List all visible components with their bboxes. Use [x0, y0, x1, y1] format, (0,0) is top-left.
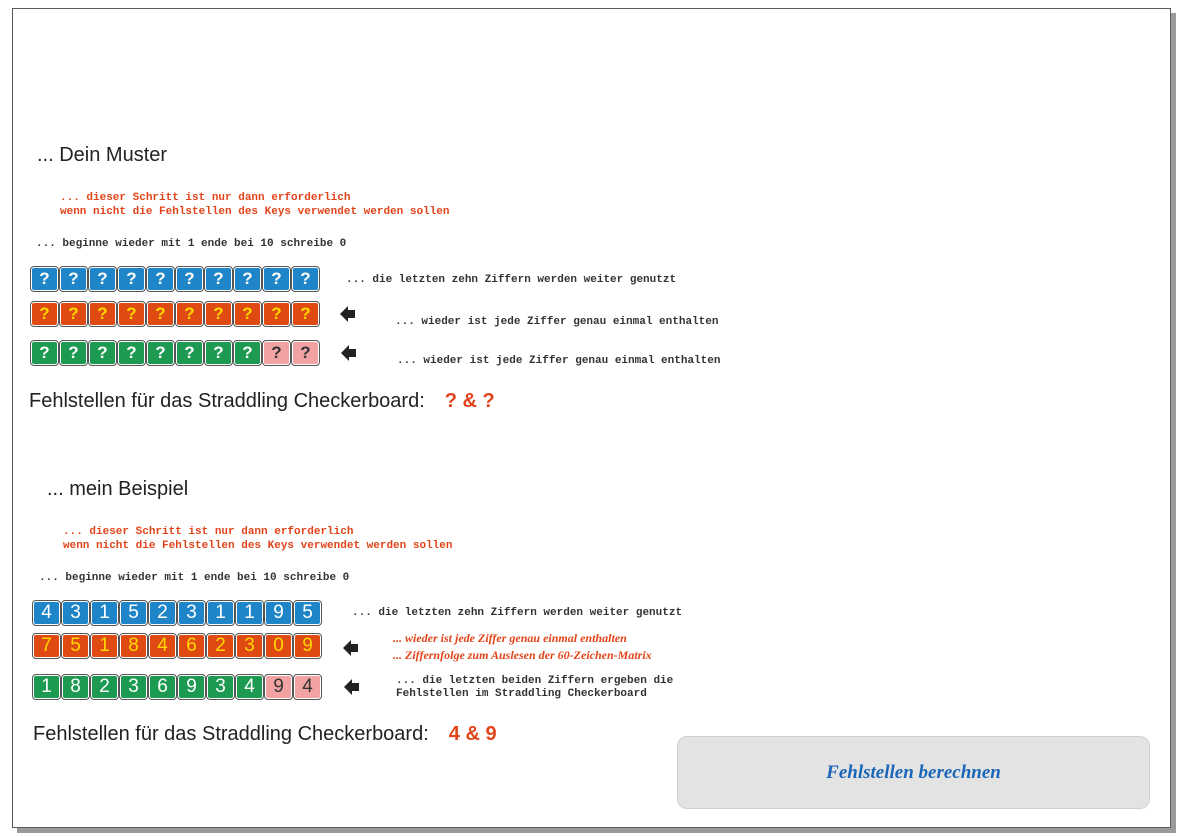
- digit-cell: 4: [149, 634, 176, 658]
- digit-cell: ?: [205, 341, 232, 365]
- section1-row1: [31, 267, 319, 291]
- arrow-left-icon: [340, 306, 356, 322]
- digit-cell: 3: [236, 634, 263, 658]
- digit-cell: ?: [147, 341, 174, 365]
- digit-cell: ?: [147, 267, 174, 291]
- digit-cell: ?: [89, 341, 116, 365]
- digit-cell: 2: [91, 675, 118, 699]
- digit-cell: 4: [236, 675, 263, 699]
- digit-cell: 1: [236, 601, 263, 625]
- section1-row3: [31, 341, 319, 365]
- digit-cell: ?: [31, 267, 58, 291]
- digit-cell: ?: [292, 341, 319, 365]
- digit-cell: 4: [294, 675, 321, 699]
- arrow-left-icon: [343, 640, 359, 656]
- digit-cell: 6: [149, 675, 176, 699]
- digit-cell: ?: [60, 341, 87, 365]
- digit-cell: 3: [207, 675, 234, 699]
- digit-cell: 2: [207, 634, 234, 658]
- section2-row2: [33, 634, 321, 658]
- section1-row3-note: ... wieder ist jede Ziffer genau einmal enthalten: [397, 355, 721, 367]
- digit-cell: 0: [265, 634, 292, 658]
- digit-cell: ?: [234, 341, 261, 365]
- section1-result: [29, 390, 495, 413]
- digit-cell: 1: [91, 601, 118, 625]
- digit-cell: ?: [118, 341, 145, 365]
- digit-cell: 2: [149, 601, 176, 625]
- digit-cell: ?: [263, 267, 290, 291]
- digit-cell: ?: [176, 302, 203, 326]
- section1-heading: ... Dein Muster: [37, 144, 168, 166]
- digit-cell: ?: [234, 302, 261, 326]
- digit-cell: 7: [33, 634, 60, 658]
- digit-cell: 3: [178, 601, 205, 625]
- section1-row2: [31, 302, 319, 326]
- section2-row1: [33, 601, 321, 625]
- section2-row3: [33, 675, 321, 699]
- digit-cell: 9: [265, 675, 292, 699]
- digit-cell: 3: [62, 601, 89, 625]
- digit-cell: ?: [176, 267, 203, 291]
- digit-cell: 1: [91, 634, 118, 658]
- section2-row3-note-line2: Fehlstellen im Straddling Checkerboard: [396, 688, 647, 700]
- digit-cell: 9: [178, 675, 205, 699]
- digit-cell: 9: [265, 601, 292, 625]
- digit-cell: 8: [120, 634, 147, 658]
- digit-cell: ?: [60, 267, 87, 291]
- digit-cell: 5: [294, 601, 321, 625]
- digit-cell: 9: [294, 634, 321, 658]
- arrow-left-icon: [341, 345, 357, 361]
- digit-cell: ?: [118, 267, 145, 291]
- digit-cell: 1: [207, 601, 234, 625]
- digit-cell: 5: [120, 601, 147, 625]
- digit-cell: ?: [89, 302, 116, 326]
- digit-cell: ?: [118, 302, 145, 326]
- section2-row1-note: ... die letzten zehn Ziffern werden weiter genutzt: [352, 607, 683, 619]
- result-value: ? & ?: [444, 390, 495, 412]
- digit-cell: 1: [33, 675, 60, 699]
- section1-note-line1: ... dieser Schritt ist nur dann erforderlich: [60, 192, 351, 204]
- digit-cell: ?: [31, 341, 58, 365]
- digit-cell: 5: [62, 634, 89, 658]
- section2-note-line1: ... dieser Schritt ist nur dann erforderlich: [63, 526, 354, 538]
- section2-row3-note-line1: ... die letzten beiden Ziffern ergeben die: [396, 675, 674, 687]
- digit-cell: 4: [33, 601, 60, 625]
- section1-note-line2: wenn nicht die Fehlstellen des Keys verwendet werden sollen: [60, 206, 450, 218]
- section1-instruction: ... beginne wieder mit 1 ende bei 10 schreibe 0: [36, 238, 347, 250]
- section2-note-line2: wenn nicht die Fehlstellen des Keys verwendet werden sollen: [63, 540, 453, 552]
- digit-cell: 6: [178, 634, 205, 658]
- digit-cell: ?: [60, 302, 87, 326]
- page-frame: [12, 8, 1171, 828]
- digit-cell: ?: [234, 267, 261, 291]
- digit-cell: ?: [263, 341, 290, 365]
- digit-cell: 3: [120, 675, 147, 699]
- section2-row2-note-line1: ... wieder ist jede Ziffer genau einmal enthalten: [393, 631, 627, 645]
- section2-row2-note-line2: ... Ziffernfolge zum Auslesen der 60-Zeichen-Matrix: [393, 648, 652, 662]
- digit-cell: ?: [205, 267, 232, 291]
- result-value: 4 & 9: [448, 723, 497, 745]
- digit-cell: ?: [147, 302, 174, 326]
- digit-cell: 8: [62, 675, 89, 699]
- arrow-left-icon: [344, 679, 360, 695]
- calculate-gaps-button[interactable]: [677, 736, 1150, 809]
- digit-cell: ?: [263, 302, 290, 326]
- calculate-gaps-button-label: Fehlstellen berechnen: [826, 761, 1001, 783]
- digit-cell: ?: [205, 302, 232, 326]
- digit-cell: ?: [31, 302, 58, 326]
- result-label: Fehlstellen für das Straddling Checkerboard:: [33, 723, 429, 745]
- section1-row1-note: ... die letzten zehn Ziffern werden weiter genutzt: [346, 274, 677, 286]
- digit-cell: ?: [292, 302, 319, 326]
- digit-cell: ?: [176, 341, 203, 365]
- section1-row2-note: ... wieder ist jede Ziffer genau einmal enthalten: [395, 316, 719, 328]
- digit-cell: ?: [89, 267, 116, 291]
- section2-heading: ... mein Beispiel: [47, 478, 189, 500]
- section2-result: [33, 723, 497, 746]
- digit-cell: ?: [292, 267, 319, 291]
- section2-instruction: ... beginne wieder mit 1 ende bei 10 schreibe 0: [39, 572, 350, 584]
- result-label: Fehlstellen für das Straddling Checkerboard:: [29, 390, 425, 412]
